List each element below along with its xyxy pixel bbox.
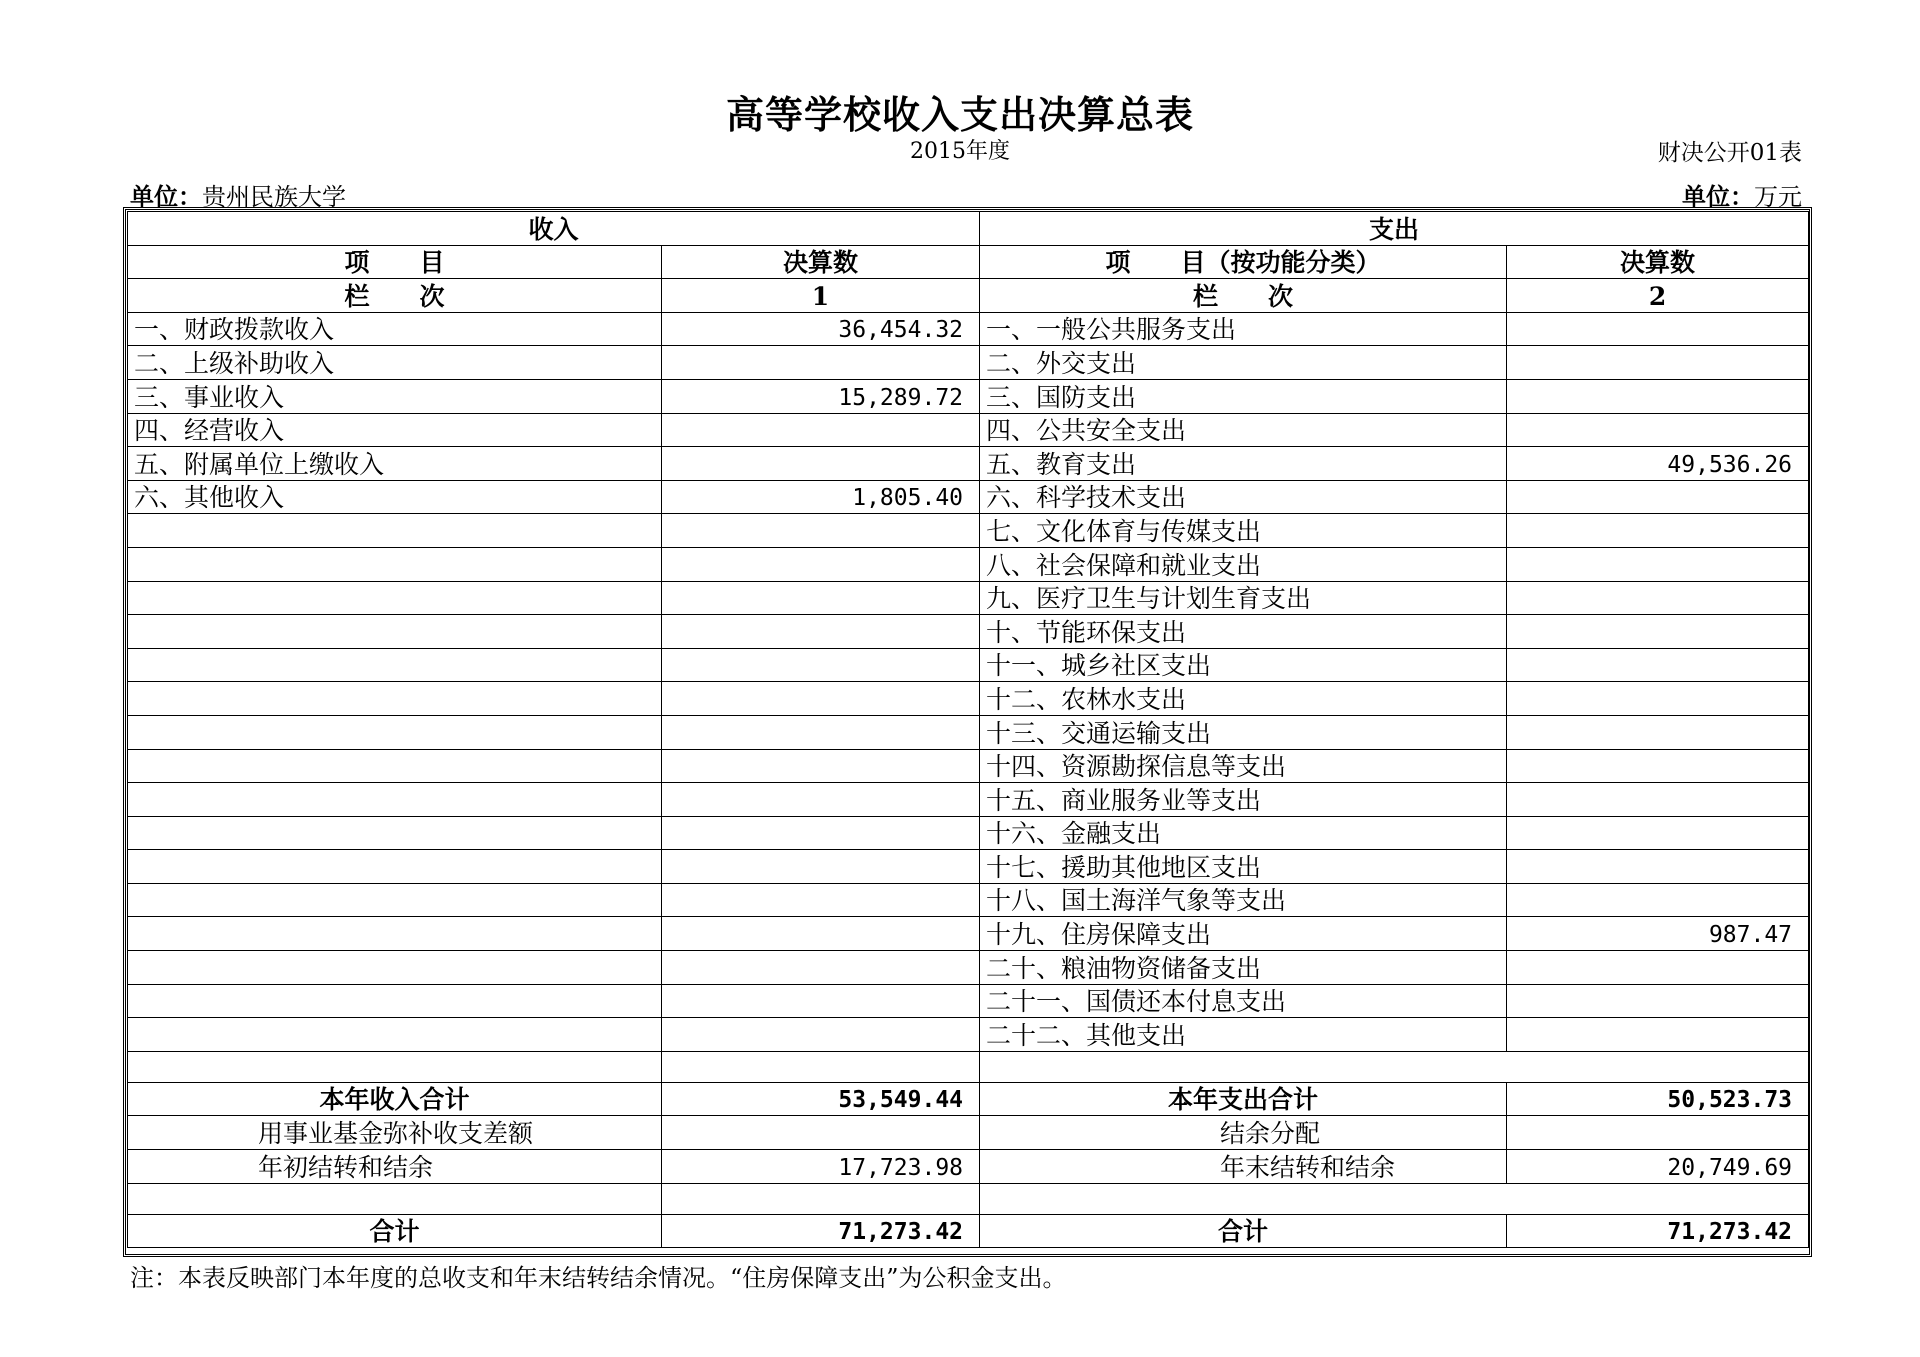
grand-total-label-right: 合计 (980, 1214, 1507, 1248)
table-row (128, 682, 1809, 716)
table-row (128, 783, 1809, 817)
expense-amount-cell (1507, 312, 1809, 346)
expense-amount-cell (1507, 480, 1809, 514)
expense-item-cell: 十六、金融支出 (980, 816, 1507, 850)
table-row (128, 379, 1809, 413)
income-item-cell (128, 984, 662, 1018)
expense-item-cell: 十一、城乡社区支出 (980, 648, 1507, 682)
income-amount-cell (662, 413, 980, 447)
expense-item-cell: 十三、交通运输支出 (980, 715, 1507, 749)
income-amount-cell: 1,805.40 (662, 480, 980, 514)
expense-item-cell: 十、节能环保支出 (980, 615, 1507, 649)
expense-amount-cell (1507, 715, 1809, 749)
grand-total-value-left: 71,273.42 (662, 1214, 980, 1248)
report-title: 高等学校收入支出决算总表 (725, 92, 1194, 137)
expense-amount-cell (1507, 783, 1809, 817)
income-amount-cell (662, 749, 980, 783)
expense-amount-cell (1507, 648, 1809, 682)
expense-amount-cell (1507, 379, 1809, 413)
table-row (128, 951, 1809, 985)
expense-item-cell: 四、公共安全支出 (980, 413, 1507, 447)
amount-unit-label: 单位： (1682, 182, 1754, 211)
income-item-cell: 二、上级补助收入 (128, 346, 662, 380)
blank-cell (128, 1051, 662, 1082)
income-amount-cell (662, 715, 980, 749)
table-row (128, 648, 1809, 682)
expense-item-cell: 十二、农林水支出 (980, 682, 1507, 716)
table-row (128, 816, 1809, 850)
expense-item-cell: 二、外交支出 (980, 346, 1507, 380)
expense-item-cell: 八、社会保障和就业支出 (980, 547, 1507, 581)
expense-section-header: 支出 (980, 212, 1809, 246)
income-item-cell (128, 917, 662, 951)
income-amount-cell (662, 615, 980, 649)
unit-label: 单位： (130, 182, 202, 211)
blank-cell (128, 1183, 662, 1214)
income-amount-cell (662, 883, 980, 917)
expense-col-label: 栏 次 (980, 279, 1507, 313)
expense-amount-cell (1507, 749, 1809, 783)
income-amount-cell (662, 514, 980, 548)
expense-item-cell: 五、教育支出 (980, 447, 1507, 481)
expense-amount-cell (1507, 581, 1809, 615)
income-item-cell (128, 648, 662, 682)
expense-amount-header: 决算数 (1507, 245, 1809, 279)
table-row (128, 917, 1809, 951)
expense-item-cell: 六、科学技术支出 (980, 480, 1507, 514)
carryover-row (128, 1150, 1809, 1184)
section-header-row (128, 212, 1809, 246)
income-item-cell (128, 883, 662, 917)
table-row (128, 581, 1809, 615)
expense-item-cell: 九、医疗卫生与计划生育支出 (980, 581, 1507, 615)
begin-carryover-label: 年初结转和结余 (128, 1150, 662, 1184)
form-number: 财决公开01表 (1657, 140, 1802, 166)
income-amount-cell (662, 648, 980, 682)
surplus-dist-value (1507, 1116, 1809, 1150)
table-row (128, 850, 1809, 884)
income-item-cell (128, 715, 662, 749)
expense-amount-cell (1507, 346, 1809, 380)
income-item-cell (128, 749, 662, 783)
begin-carryover-value: 17,723.98 (662, 1150, 980, 1184)
expense-amount-cell (1507, 514, 1809, 548)
end-carryover-value: 20,749.69 (1507, 1150, 1809, 1184)
income-amount-cell: 36,454.32 (662, 312, 980, 346)
income-amount-cell (662, 1018, 980, 1052)
table-row (128, 312, 1809, 346)
table-row (128, 413, 1809, 447)
income-item-cell (128, 850, 662, 884)
income-item-cell (128, 816, 662, 850)
income-col-label: 栏 次 (128, 279, 662, 313)
income-item-header: 项 目 (128, 245, 662, 279)
expense-amount-cell (1507, 682, 1809, 716)
income-item-cell (128, 581, 662, 615)
table-row (128, 883, 1809, 917)
table-row (128, 346, 1809, 380)
blank-cell (662, 1051, 980, 1082)
expense-item-cell: 十五、商业服务业等支出 (980, 783, 1507, 817)
income-amount-cell (662, 682, 980, 716)
unit-name: 贵州民族大学 (202, 183, 346, 211)
budget-table (127, 211, 1809, 1248)
expense-amount-cell (1507, 547, 1809, 581)
income-item-cell: 四、经营收入 (128, 413, 662, 447)
table-row (128, 514, 1809, 548)
expense-amount-cell (1507, 816, 1809, 850)
grand-total-value-right: 71,273.42 (1507, 1214, 1809, 1248)
table-row (128, 1018, 1809, 1052)
income-item-cell (128, 514, 662, 548)
income-amount-cell (662, 816, 980, 850)
expense-item-cell: 三、国防支出 (980, 379, 1507, 413)
income-item-cell (128, 783, 662, 817)
column-index-row (128, 279, 1809, 313)
blank-cell (662, 1183, 980, 1214)
fund-value (662, 1116, 980, 1150)
income-total-label: 本年收入合计 (128, 1082, 662, 1116)
expense-item-cell: 二十二、其他支出 (980, 1018, 1507, 1052)
income-item-cell (128, 615, 662, 649)
income-amount-cell: 15,289.72 (662, 379, 980, 413)
fund-label: 用事业基金弥补收支差额 (128, 1116, 662, 1150)
income-amount-cell (662, 346, 980, 380)
income-item-cell (128, 547, 662, 581)
expense-item-cell: 七、文化体育与传媒支出 (980, 514, 1507, 548)
end-carryover-label: 年末结转和结余 (980, 1150, 1507, 1184)
blank-row (128, 1051, 1809, 1082)
expense-item-cell: 十四、资源勘探信息等支出 (980, 749, 1507, 783)
table-row (128, 547, 1809, 581)
income-amount-cell (662, 984, 980, 1018)
expense-item-cell: 十八、国土海洋气象等支出 (980, 883, 1507, 917)
income-amount-cell (662, 783, 980, 817)
income-item-cell (128, 1018, 662, 1052)
annual-total-row (128, 1082, 1809, 1116)
expense-total-label: 本年支出合计 (980, 1082, 1507, 1116)
blank-cell (980, 1183, 1809, 1214)
income-amount-header: 决算数 (662, 245, 980, 279)
grand-total-row (128, 1214, 1809, 1248)
income-item-cell (128, 682, 662, 716)
surplus-dist-label: 结余分配 (980, 1116, 1507, 1150)
expense-amount-cell (1507, 615, 1809, 649)
amount-unit: 万元 (1754, 183, 1802, 211)
income-amount-cell (662, 581, 980, 615)
expense-amount-cell (1507, 883, 1809, 917)
report-year: 2015年度 (910, 139, 1010, 164)
income-item-cell: 六、其他收入 (128, 480, 662, 514)
expense-amount-cell (1507, 984, 1809, 1018)
expense-amount-cell: 987.47 (1507, 917, 1809, 951)
table-row (128, 615, 1809, 649)
fund-row (128, 1116, 1809, 1150)
income-amount-cell (662, 951, 980, 985)
expense-col-index: 2 (1507, 279, 1809, 313)
expense-amount-cell (1507, 850, 1809, 884)
expense-amount-cell (1507, 413, 1809, 447)
expense-amount-cell (1507, 951, 1809, 985)
footnote: 注：本表反映部门本年度的总收支和年末结转结余情况。“住房保障支出”为公积金支出。 (130, 1264, 1067, 1292)
income-amount-cell (662, 447, 980, 481)
income-item-cell (128, 951, 662, 985)
expense-total-value: 50,523.73 (1507, 1082, 1809, 1116)
expense-item-cell: 二十一、国债还本付息支出 (980, 984, 1507, 1018)
expense-item-header: 项 目（按功能分类） (980, 245, 1507, 279)
income-item-cell: 三、事业收入 (128, 379, 662, 413)
expense-item-cell: 十九、住房保障支出 (980, 917, 1507, 951)
expense-item-cell: 一、一般公共服务支出 (980, 312, 1507, 346)
grand-total-label-left: 合计 (128, 1214, 662, 1248)
income-item-cell: 一、财政拨款收入 (128, 312, 662, 346)
income-amount-cell (662, 850, 980, 884)
blank-row (128, 1183, 1809, 1214)
expense-item-cell: 十七、援助其他地区支出 (980, 850, 1507, 884)
table-row (128, 447, 1809, 481)
column-header-row (128, 245, 1809, 279)
income-total-value: 53,549.44 (662, 1082, 980, 1116)
income-section-header: 收入 (128, 212, 980, 246)
table-row (128, 715, 1809, 749)
blank-cell (980, 1051, 1809, 1082)
income-amount-cell (662, 547, 980, 581)
table-row (128, 984, 1809, 1018)
income-amount-cell (662, 917, 980, 951)
income-col-index: 1 (662, 279, 980, 313)
income-item-cell: 五、附属单位上缴收入 (128, 447, 662, 481)
table-row (128, 480, 1809, 514)
expense-amount-cell: 49,536.26 (1507, 447, 1809, 481)
expense-amount-cell (1507, 1018, 1809, 1052)
table-row (128, 749, 1809, 783)
expense-item-cell: 二十、粮油物资储备支出 (980, 951, 1507, 985)
